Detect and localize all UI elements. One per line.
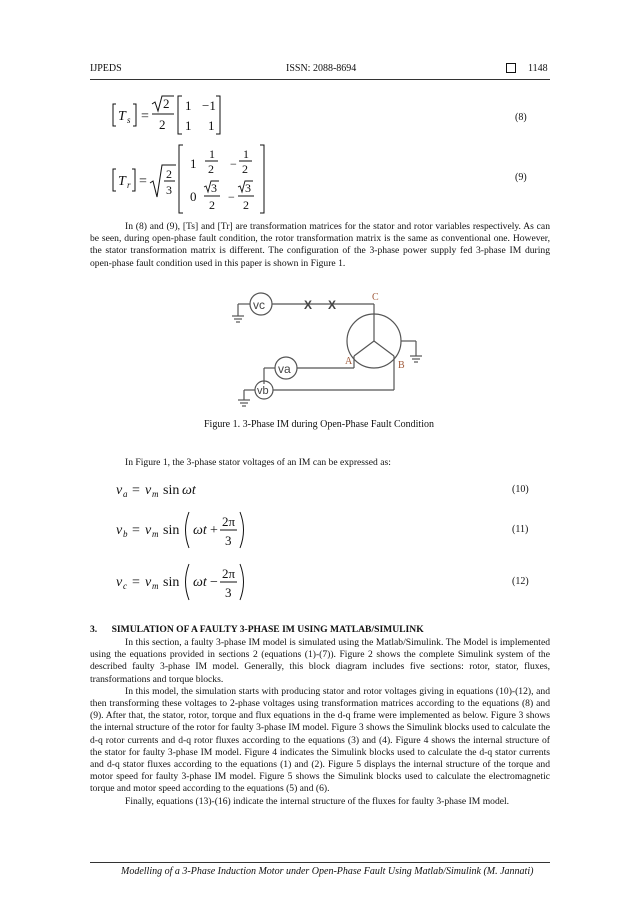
svg-text:ωt: ωt	[182, 483, 196, 498]
svg-text:ωt: ωt	[193, 575, 207, 590]
svg-text:+: +	[210, 523, 218, 538]
svg-text:v: v	[145, 523, 152, 538]
figure-1-diagram	[226, 286, 436, 414]
footer-rule	[90, 862, 550, 863]
svg-text:3: 3	[211, 181, 217, 195]
va-label: va	[278, 362, 291, 376]
equation-10	[116, 478, 236, 502]
equation-9	[112, 143, 272, 215]
svg-text:v: v	[116, 483, 123, 498]
svg-text:3: 3	[225, 533, 232, 548]
svg-text:1: 1	[243, 147, 249, 161]
svg-text:v: v	[116, 575, 123, 590]
svg-text:1: 1	[185, 118, 192, 133]
svg-text:2π: 2π	[222, 566, 236, 581]
terminal-c-label: C	[372, 292, 379, 303]
figure-1-caption: Figure 1. 3-Phase IM during Open-Phase Fault Condition	[204, 419, 434, 430]
equation-11	[116, 508, 256, 552]
open-phase-mark-2: X	[328, 298, 337, 312]
svg-text:c: c	[123, 581, 127, 591]
svg-text:v: v	[145, 483, 152, 498]
equation-number-12: (12)	[512, 576, 529, 587]
svg-text:=: =	[141, 109, 149, 124]
paragraph-stator-voltages: In Figure 1, the 3-phase stator voltages of an IM can be expressed as:	[125, 457, 391, 468]
svg-text:sin: sin	[163, 575, 180, 590]
section-3-paragraph-1: In this section, a faulty 3-phase IM model is simulated using the Matlab/Simulink. The Model is implemented using the equations provided in sections 2 (equations (1)-(7)). Figure 2 shows the complete Simulink system of the described faulty 3-phase IM model. Generally, this block diagram includes five sections: rotor, stator, fluxes, transformations and torque blocks.	[90, 637, 550, 685]
svg-text:s: s	[127, 115, 131, 125]
svg-text:2: 2	[166, 167, 172, 181]
equation-number-8: (8)	[515, 112, 527, 123]
equation-number-10: (10)	[512, 484, 529, 495]
vb-label: vb	[257, 385, 269, 397]
svg-text:a: a	[123, 489, 128, 499]
svg-text:1: 1	[208, 118, 215, 133]
equation-number-11: (11)	[512, 524, 529, 535]
svg-text:2: 2	[208, 162, 214, 176]
svg-text:2: 2	[243, 198, 249, 212]
vc-label: vc	[253, 298, 265, 312]
svg-text:−1: −1	[202, 98, 216, 113]
svg-text:3: 3	[166, 183, 172, 197]
svg-text:1: 1	[209, 147, 215, 161]
svg-text:0: 0	[190, 189, 197, 204]
svg-text:1: 1	[185, 98, 192, 113]
svg-text:1: 1	[190, 156, 197, 171]
svg-text:2π: 2π	[222, 514, 236, 529]
issn: ISSN: 2088-8694	[286, 63, 357, 74]
equation-number-9: (9)	[515, 172, 527, 183]
svg-text:=: =	[132, 575, 140, 590]
svg-text:ωt: ωt	[193, 523, 207, 538]
svg-text:r: r	[127, 180, 131, 190]
svg-text:T: T	[118, 109, 126, 124]
svg-text:=: =	[139, 174, 147, 189]
svg-text:2: 2	[159, 117, 166, 132]
svg-text:−: −	[230, 157, 237, 171]
svg-text:2: 2	[242, 162, 248, 176]
section-3-paragraph-3: Finally, equations (13)-(16) indicate the internal structure of the fluxes for faulty 3-phase IM model.	[125, 795, 510, 807]
svg-text:3: 3	[225, 585, 232, 600]
svg-text:2: 2	[209, 198, 215, 212]
page-number: 1148	[528, 63, 548, 74]
svg-text:v: v	[116, 523, 123, 538]
paragraph-transformation-matrices: In (8) and (9), [Ts] and [Tr] are transformation matrices for the stator and rotor variables respectively. As can be seen, during open-phase fault condition, the rotor transformation matrix is the same as conventional one. However, the stator transformation matrix is different. The configuration of the 3-phase power supply fed 3-phase IM during open-phase fault condition used in this paper is shown in Figure 1.	[90, 221, 550, 269]
checkbox-icon	[506, 63, 516, 75]
terminal-a-label: A	[345, 356, 353, 367]
svg-text:b: b	[123, 529, 128, 539]
svg-text:v: v	[145, 575, 152, 590]
svg-text:−: −	[210, 575, 218, 590]
equation-12	[116, 560, 256, 604]
running-footer: Modelling of a 3-Phase Induction Motor under Open-Phase Fault Using Matlab/Simulink (M. Jannati)	[121, 866, 534, 877]
svg-text:−: −	[228, 190, 235, 204]
journal-name: IJPEDS	[90, 63, 122, 74]
svg-text:T: T	[118, 174, 126, 189]
svg-text:sin: sin	[163, 523, 180, 538]
section-3-paragraph-2: In this model, the simulation starts with producing stator and rotor voltages giving in equations (10)-(12), and then transforming these voltages to 2-phase voltages using transformation matrices according to the equations (8) and (9). After that, the stator, rotor, torque and flux equations in the d-q frame were implemented as below. Figure 3 shows the internal structure of the rotor for faulty 3-phase IM model. Figure 3 shows the Simulink blocks used to calculate the d-q rotor currents and d-q rotor fluxes according to the equations (3) and (4). Figure 4 shows the internal structure of the stator for faulty 3-phase IM model. Figure 4 indicates the Simulink blocks used to calculate the d-q stator currents and d-q stator fluxes according to the equations (1) and (2). Figure 5 displays the internal structure of the torque and motor speed for faulty 3-phase IM model. Figure 5 shows the Simulink blocks used to calculate the electromagnetic torque and motor speed according to the equations (5) and (6).	[90, 685, 550, 795]
terminal-b-label: B	[398, 360, 405, 371]
svg-text:=: =	[132, 483, 140, 498]
equation-8	[112, 92, 242, 138]
svg-text:sin: sin	[163, 483, 180, 498]
header-rule	[90, 79, 550, 80]
svg-text:3: 3	[245, 181, 251, 195]
open-phase-mark-1: X	[304, 298, 313, 312]
svg-text:m: m	[152, 489, 159, 499]
section-3-body	[90, 637, 550, 808]
svg-text:m: m	[152, 581, 159, 591]
svg-text:m: m	[152, 529, 159, 539]
svg-text:=: =	[132, 523, 140, 538]
svg-text:2: 2	[163, 96, 170, 111]
section-3-heading: 3. SIMULATION OF A FAULTY 3-PHASE IM USING MATLAB/SIMULINK	[90, 624, 424, 635]
